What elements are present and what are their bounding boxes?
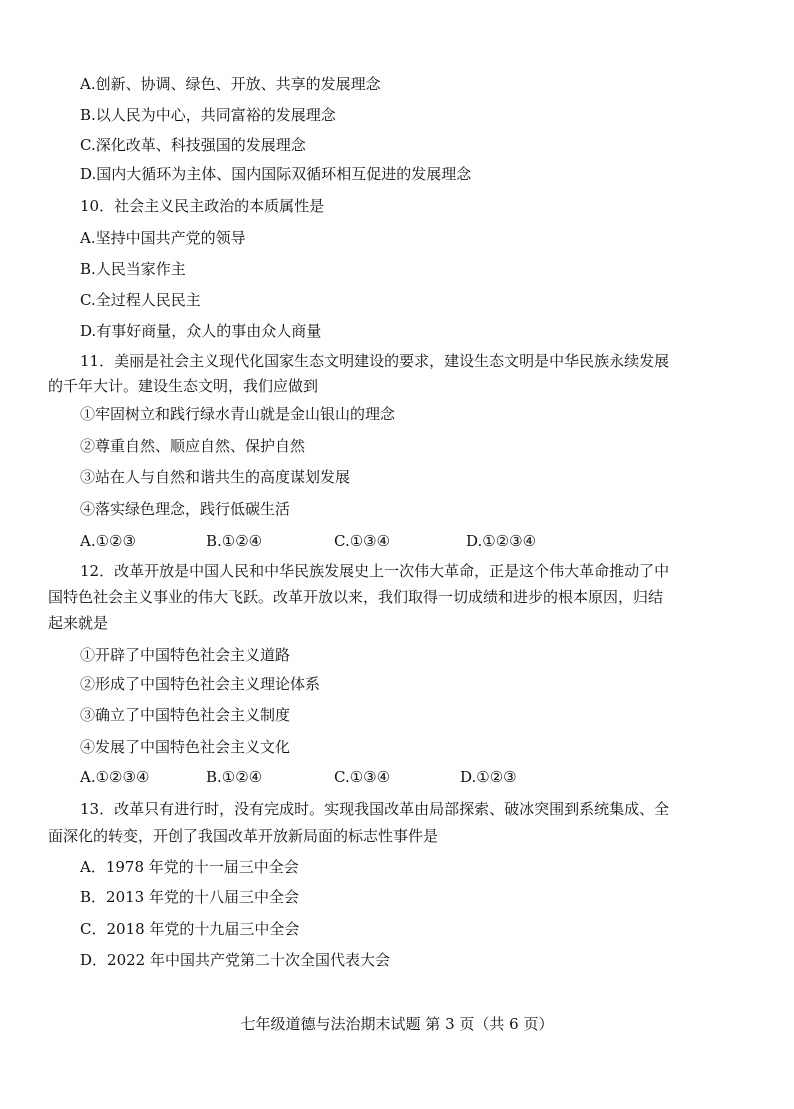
q12-choice-a: A.①②③④	[80, 768, 150, 786]
q11-choice-c: C.①③④	[334, 532, 391, 550]
q12-stem-line3: 起来就是	[48, 614, 109, 632]
q11-statement-2: ②尊重自然、顺应自然、保护自然	[80, 437, 306, 455]
q13-stem-line2: 面深化的转变，开创了我国改革开放新局面的标志性事件是	[48, 827, 439, 845]
q11-choice-a: A.①②③	[80, 532, 136, 550]
q13-option-c: C．2018 年党的十九届三中全会	[80, 920, 300, 938]
q12-statement-3: ③确立了中国特色社会主义制度	[80, 706, 291, 724]
q11-stem-line2: 的千年大计。建设生态文明，我们应做到	[48, 377, 319, 395]
q13-stem-line1: 13．改革只有进行时，没有完成时。实现我国改革由局部探索、破冰突围到系统集成、全	[80, 800, 670, 818]
q12-choice-c: C.①③④	[334, 768, 391, 786]
q12-statement-1: ①开辟了中国特色社会主义道路	[80, 646, 291, 664]
q11-stem-line1: 11．美丽是社会主义现代化国家生态文明建设的要求，建设生态文明是中华民族永续发展	[80, 352, 670, 370]
q13-option-b: B．2013 年党的十八届三中全会	[80, 888, 299, 906]
q11-statement-1: ①牢固树立和践行绿水青山就是金山银山的理念	[80, 405, 396, 423]
q12-stem-line1: 12．改革开放是中国人民和中华民族发展史上一次伟大革命，正是这个伟大革命推动了中	[80, 562, 670, 580]
q11-choices	[0, 531, 794, 551]
q10-option-b: B.人民当家作主	[80, 260, 186, 278]
q11-statement-3: ③站在人与自然和谐共生的高度谋划发展	[80, 468, 351, 486]
q9-option-c: C.深化改革、科技强国的发展理念	[80, 136, 306, 154]
q12-statement-2: ②形成了中国特色社会主义理论体系	[80, 675, 321, 693]
q12-statement-4: ④发展了中国特色社会主义文化	[80, 738, 291, 756]
q10-option-a: A.坚持中国共产党的领导	[80, 229, 246, 247]
q11-statement-4: ④落实绿色理念，践行低碳生活	[80, 500, 291, 518]
q10-option-d: D.有事好商量，众人的事由众人商量	[80, 322, 322, 340]
q12-choices	[0, 767, 794, 787]
q9-option-a: A.创新、协调、绿色、开放、共享的发展理念	[80, 75, 381, 93]
q10-option-c: C.全过程人民民主	[80, 291, 201, 309]
q12-stem-line2: 国特色社会主义事业的伟大飞跃。改革开放以来，我们取得一切成绩和进步的根本原因，归结	[48, 588, 664, 606]
page-footer: 七年级道德与法治期末试题 第 3 页（共 6 页）	[240, 1015, 554, 1033]
q13-option-a: A．1978 年党的十一届三中全会	[80, 858, 299, 876]
q12-choice-b: B.①②④	[206, 768, 263, 786]
q10-stem: 10．社会主义民主政治的本质属性是	[80, 197, 325, 215]
q11-choice-d: D.①②③④	[466, 532, 537, 550]
q9-option-b: B.以人民为中心，共同富裕的发展理念	[80, 106, 336, 124]
q11-choice-b: B.①②④	[206, 532, 263, 550]
q13-option-d: D．2022 年中国共产党第二十次全国代表大会	[80, 951, 390, 969]
q12-choice-d: D.①②③	[460, 768, 517, 786]
q9-option-d: D.国内大循环为主体、国内国际双循环相互促进的发展理念	[80, 165, 472, 183]
